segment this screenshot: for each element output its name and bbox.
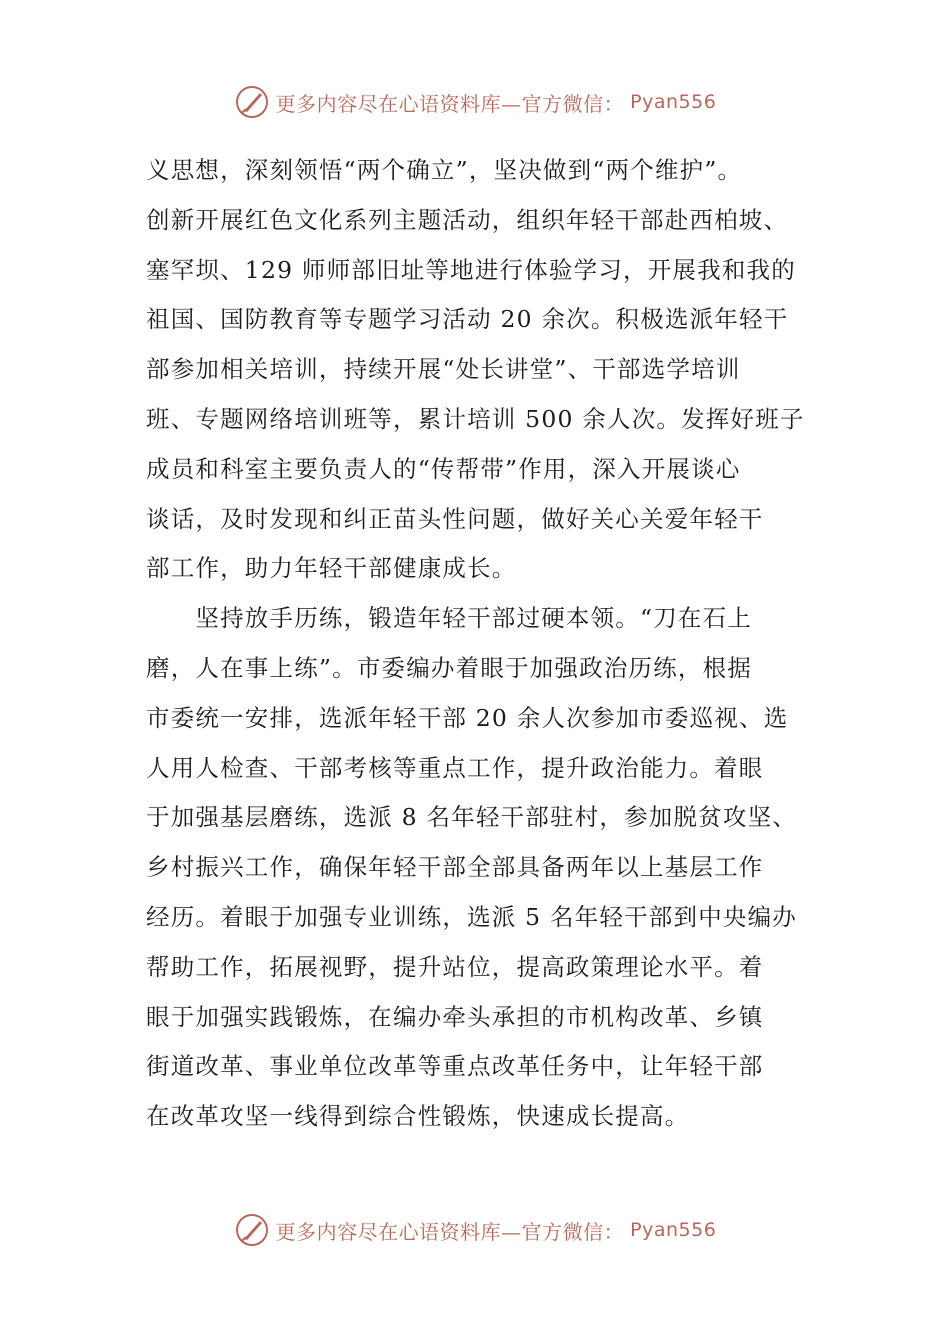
banner-text: 更多内容尽在心语资料库—官方微信：	[275, 1219, 625, 1244]
text-line: 经历。着眼于加强专业训练，选派 5 名年轻干部到中央编办	[146, 902, 797, 931]
text-line: 在改革攻坚一线得到综合性锻炼，快速成长提高。	[146, 1102, 690, 1131]
quill-pen-logo-icon	[234, 84, 270, 120]
text-line: 谈话，及时发现和纠正苗头性问题，做好关心关爱年轻干	[146, 504, 764, 533]
text-line: 成员和科室主要负责人的“传帮带”作用，深入开展谈心	[146, 454, 741, 483]
text-line: 班、专题网络培训班等，累计培训 500 余人次。发挥好班子	[146, 404, 805, 433]
text-line: 乡村振兴工作，确保年轻干部全部具备两年以上基层工作	[146, 853, 764, 882]
text-line: 坚持放手历练，锻造年轻干部过硬本领。“刀在石上	[146, 604, 753, 633]
footer-watermark-banner	[0, 1208, 950, 1252]
document-body	[146, 146, 816, 1142]
text-line: 市委统一安排，选派年轻干部 20 余人次参加市委巡视、选	[146, 703, 789, 732]
text-line: 帮助工作，拓展视野，提升站位，提高政策理论水平。着	[146, 952, 764, 981]
text-line: 磨，人在事上练”。市委编办着眼于加强政治历练，根据	[146, 653, 753, 682]
text-line: 眼于加强实践锻炼，在编办牵头承担的市机构改革、乡镇	[146, 1002, 764, 1031]
text-line: 部工作，助力年轻干部健康成长。	[146, 554, 517, 583]
text-line: 人用人检查、干部考核等重点工作，提升政治能力。着眼	[146, 753, 764, 782]
text-line: 祖国、国防教育等专题学习活动 20 余次。积极选派年轻干	[146, 305, 789, 334]
quill-pen-logo-icon	[234, 1212, 270, 1248]
text-line: 创新开展红色文化系列主题活动，组织年轻干部赴西柏坡、	[146, 205, 789, 234]
wechat-id: Pyan556	[630, 1219, 717, 1241]
wechat-id: Pyan556	[630, 91, 717, 113]
text-line: 于加强基层磨练，选派 8 名年轻干部驻村，参加脱贫攻坚、	[146, 803, 797, 832]
text-line: 街道改革、事业单位改革等重点改革任务中，让年轻干部	[146, 1052, 764, 1081]
text-line: 塞罕坝、129 师师部旧址等地进行体验学习，开展我和我的	[146, 255, 796, 284]
text-line: 义思想，深刻领悟“两个确立”，坚决做到“两个维护”。	[146, 156, 743, 184]
text-line: 部参加相关培训，持续开展“处长讲堂”、干部选学培训	[146, 355, 741, 384]
banner-text: 更多内容尽在心语资料库—官方微信：	[275, 91, 625, 116]
header-watermark-banner	[0, 80, 950, 124]
